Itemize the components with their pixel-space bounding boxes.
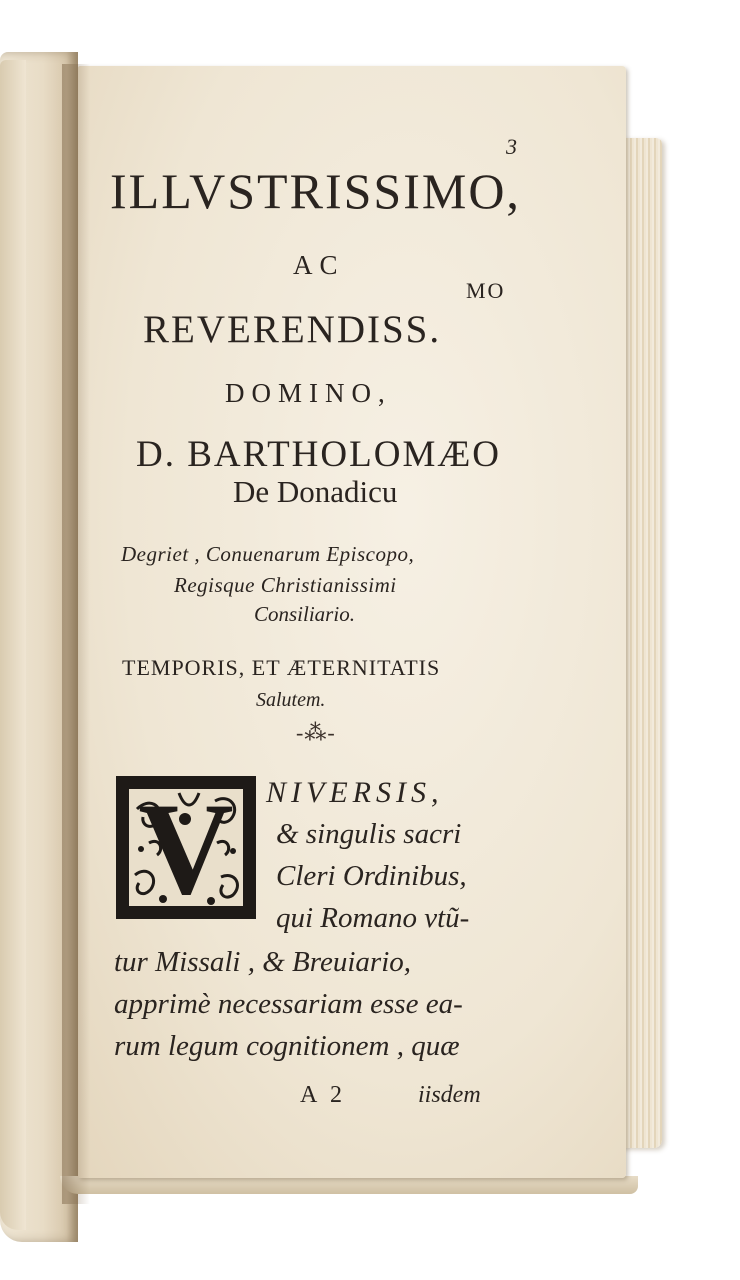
body-line-3: Cleri Ordinibus,	[276, 860, 467, 892]
spine-shadow	[62, 64, 90, 1204]
dedication-line-6: De Donadicu	[233, 474, 398, 509]
body-line-2: & singulis sacri	[276, 818, 462, 850]
folio-number: 3	[506, 134, 517, 159]
body-line-1: NIVERSIS,	[266, 776, 444, 809]
dedication-line-2: AC	[293, 250, 345, 280]
body-line-7: rum legum cognitionem , quæ	[114, 1030, 460, 1062]
dedication-line-4: DOMINO,	[225, 378, 392, 408]
dedication-line-8: Regisque Christianissimi	[174, 573, 397, 597]
dedication-line-3: REVERENDISS.	[143, 308, 442, 351]
dedication-line-1: ILLVSTRISSIMO,	[110, 163, 521, 219]
dedication-line-9: Consiliario.	[254, 602, 355, 626]
decorated-initial	[116, 775, 256, 922]
dedication-superscript: MO	[466, 278, 506, 303]
body-line-4: qui Romano vtũ-	[276, 902, 470, 934]
body-line-5: tur Missali , & Breuiario,	[114, 946, 411, 978]
ornament-divider: -⁂-	[296, 720, 336, 745]
dedication-line-10: TEMPORIS, ET ÆTERNITATIS	[122, 655, 441, 680]
page-bottom-edge	[60, 1176, 638, 1194]
catchword: iisdem	[418, 1082, 481, 1108]
dedication-line-11: Salutem.	[256, 689, 326, 711]
initial-letter: V	[138, 775, 234, 922]
left-page-edge	[0, 60, 26, 1230]
signature-mark: A 2	[300, 1082, 347, 1108]
body-line-6: apprimè necessariam esse ea-	[114, 988, 463, 1020]
dedication-line-7: Degriet , Conuenarum Episcopo,	[121, 542, 415, 566]
page-fore-edge	[620, 138, 662, 1148]
dedication-line-5: D. BARTHOLOMÆO	[136, 434, 501, 475]
